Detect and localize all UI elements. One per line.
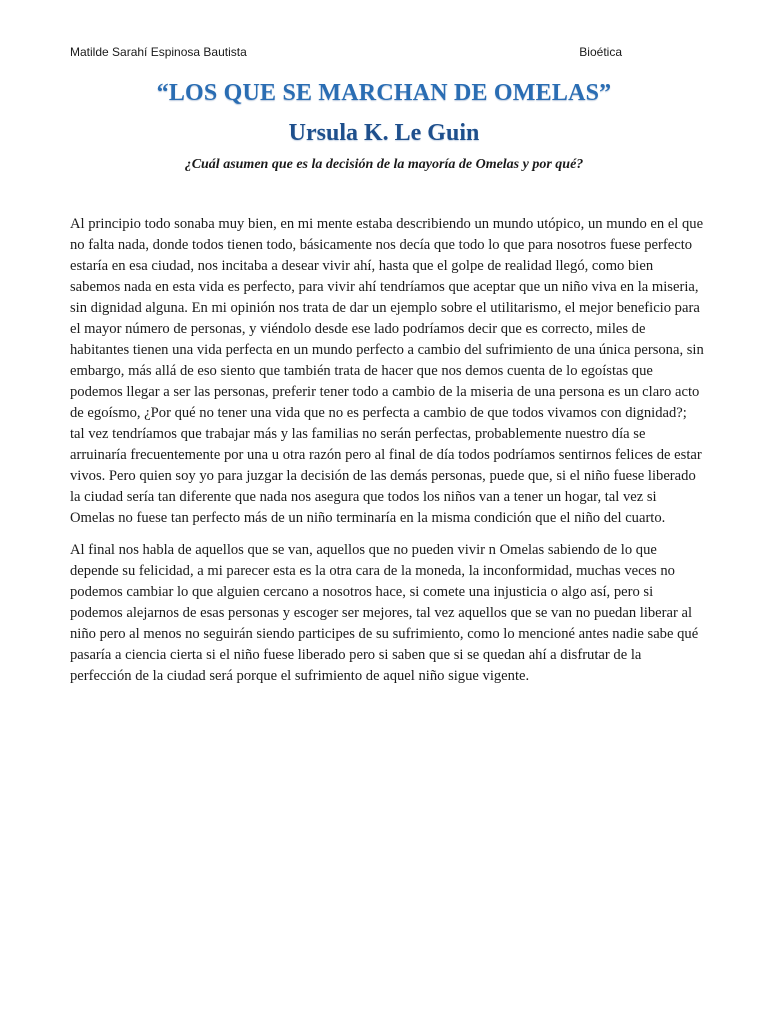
document-body <box>70 214 704 698</box>
document-title: “LOS QUE SE MARCHAN DE OMELAS” <box>156 80 612 106</box>
page-header <box>70 45 622 65</box>
paragraph-2: Al final nos habla de aquellos que se van, aquellos que no pueden vivir n Omelas sabiendo de lo que depende su felicidad, a mi parecer esta es la otra cara de la moneda, la inconformidad, muchas veces no podemos cambiar lo que alguien cercano a nosotros hace, si comete una injusticia o algo así, pero si podemos alejarnos de esas personas y escoger ser mejores, tal vez aquellos que se van no puedan liberar al niño pero al menos no seguirán siendo participes de su sufrimiento, como lo mencioné antes nadie sabe qué pasaría a ciencia cierta si el niño fuese liberado pero si saben que si se quedan ahí a disfrutar de la perfección de la ciudad será porque el sufrimiento de aquel niño sigue vigente. <box>70 542 699 684</box>
document-question: ¿Cuál asumen que es la decisión de la mayoría de Omelas y por qué? <box>184 157 584 172</box>
paragraph-1: Al principio todo sonaba muy bien, en mi mente estaba describiendo un mundo utópico, un mundo en el que no falta nada, donde todos tienen todo, básicamente nos decía que todo lo que para nosotros fuese perfecto estaría en esa ciudad, nos incitaba a desear vivir ahí, hasta que el golpe de realidad llegó, como bien sabemos nada en esta vida es perfecto, para vivir ahí tendríamos que aceptar que un niño viva en la miseria, sin dignidad alguna. En mi opinión nos trata de dar un ejemplo sobre el utilitarismo, el mejor beneficio para el mayor número de personas, y viéndolo desde ese lado podríamos decir que es correcto, miles de habitantes tienen una vida perfecta en un mundo perfecto a cambio del sufrimiento de una única persona, sin embargo, más allá de eso siento que también trata de hacer que nos demos cuenta de lo egoístas que podemos llegar a ser las personas, preferir tener todo a cambio de la miseria de una persona es un claro acto de egoísmo, ¿Por qué no tener una vida que no es perfecta a cambio de que todos vivamos con dignidad?; tal vez tendríamos que trabajar más y las familias no serán perfectas, probablemente nuestro día se arruinaría frecuentemente por una u otra razón pero al final de día todos podríamos sentirnos felices de estar vivos. Pero quien soy yo para juzgar la decisión de las demás personas, puede que, si el niño fuese liberado la ciudad sería tan diferente que nada nos asegura que todos los niños van a tener un hogar, tal vez si Omelas no fuese tan perfecto más de un niño terminaría en la misma condición que el niño del cuarto. <box>70 216 704 526</box>
header-author: Matilde Sarahí Espinosa Bautista <box>70 45 247 59</box>
document-author: Ursula K. Le Guin <box>288 120 480 146</box>
header-subject: Bioética <box>579 45 622 59</box>
